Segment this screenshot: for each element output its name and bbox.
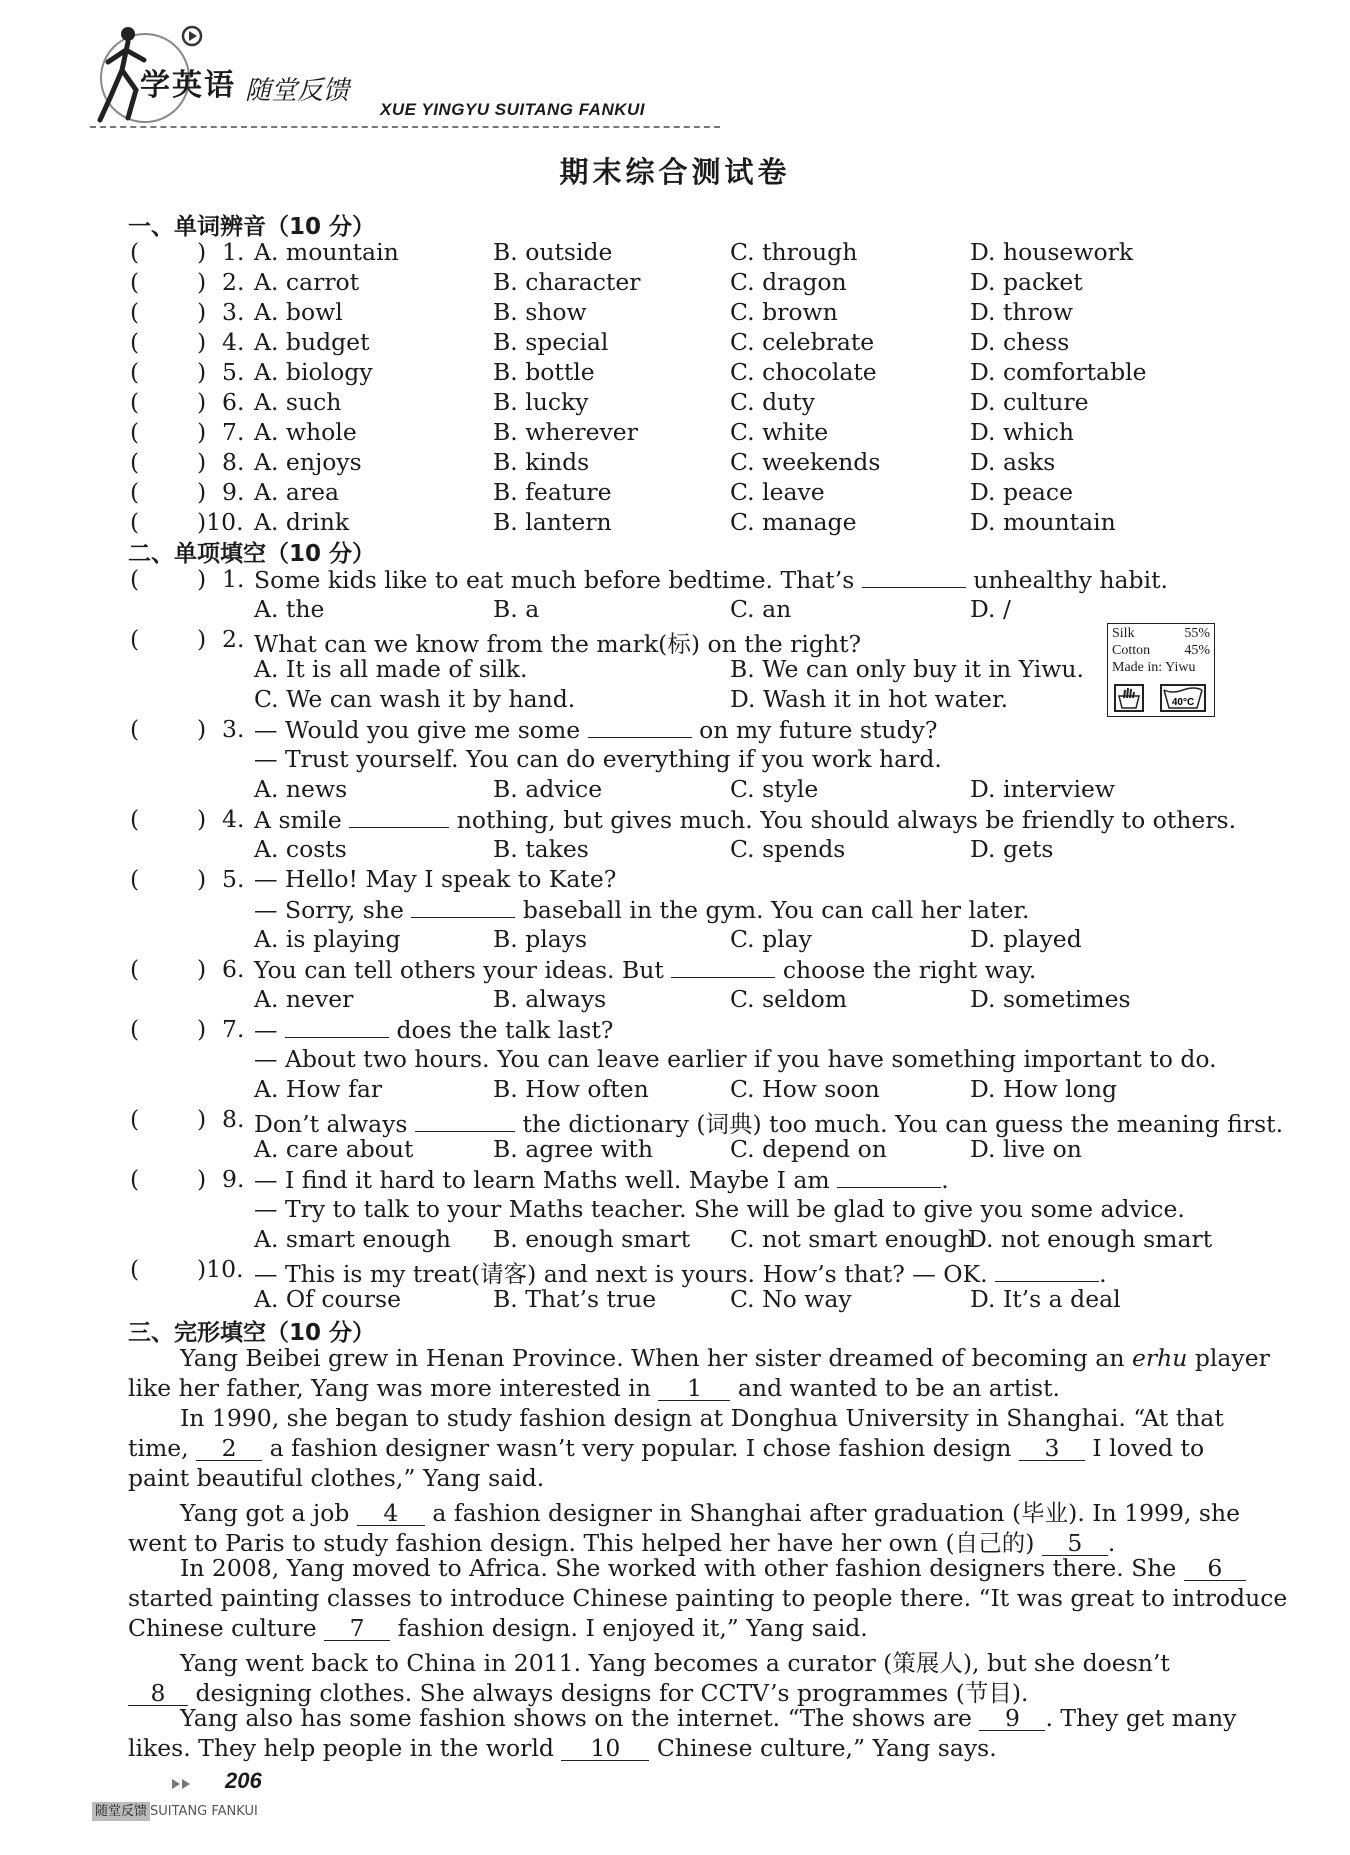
s2-q6-options: A. never B. always C. seldom D. sometimes	[254, 985, 1131, 1013]
cloze-blank-8[interactable]: 8	[128, 1681, 188, 1706]
s1-item-4: ( ) 4. A. budget B. special C. celebrate D. chess	[130, 328, 1070, 356]
cloze-line-2: like her father, Yang was more interested in 1 and wanted to be an artist.	[128, 1374, 1060, 1402]
s2-q1-options: A. the B. a C. an D. /	[254, 595, 1011, 623]
s1-item-6: ( ) 6. A. such B. lucky C. duty D. culture	[130, 388, 1089, 416]
section2-heading: 二、单项填空（10 分）	[128, 541, 376, 567]
cloze-line-1: Yang Beibei grew in Henan Province. When her sister dreamed of becoming an erhu player	[180, 1344, 1270, 1372]
answer-blank[interactable]	[349, 805, 449, 828]
header	[70, 20, 670, 130]
s2-q8: ( ) 8. Don’t always the dictionary (词典) too much. You can guess the meaning first.	[130, 1105, 1284, 1138]
cloze-line-5: paint beautiful clothes,” Yang said.	[128, 1464, 545, 1492]
s2-q9-options: A. smart enough B. enough smart C. not smart enough D. not enough smart	[254, 1225, 1213, 1253]
s2-q4-options: A. costs B. takes C. spends D. gets	[254, 835, 1054, 863]
s2-q3-reply: — Trust yourself. You can do everything if you work hard.	[254, 745, 942, 773]
clothing-label: Silk 55% Cotton 45% Made in: Yiwu 40°C	[1107, 623, 1215, 717]
cloze-blank-6[interactable]: 6	[1184, 1556, 1246, 1581]
s2-q7-reply: — About two hours. You can leave earlier if you have something important to do.	[254, 1045, 1217, 1073]
answer-blank[interactable]	[415, 1109, 515, 1132]
s1-item-3: ( ) 3. A. bowl B. show C. brown D. throw	[130, 298, 1074, 326]
cloze-line-7: went to Paris to study fashion design. This helped her have her own (自己的) 5 .	[128, 1529, 1116, 1557]
cloze-blank-1[interactable]: 1	[658, 1376, 730, 1401]
cloze-line-10: Chinese culture 7 fashion design. I enjoyed it,” Yang said.	[128, 1614, 868, 1642]
header-cn-subtitle: 随堂反馈	[245, 76, 350, 106]
s1-item-7: ( ) 7. A. whole B. wherever C. white D. which	[130, 418, 1075, 446]
s1-item-1: ( ) 1. A. mountain B. outside C. through D. housework	[130, 238, 1134, 266]
header-en-title: XUE YINGYU SUITANG FANKUI	[380, 100, 646, 119]
s2-q2: ( ) 2. What can we know from the mark(标) on the right?	[130, 625, 862, 658]
cloze-line-14: likes. They help people in the world 10 Chinese culture,” Yang says.	[128, 1734, 997, 1762]
cloze-line-12: 8 designing clothes. She always designs for CCTV’s programmes (节目).	[128, 1674, 1218, 1704]
s2-q4: ( ) 4. A smile nothing, but gives much. You should always be friendly to others.	[130, 805, 1237, 834]
s2-q3-options: A. news B. advice C. style D. interview	[254, 775, 1115, 803]
header-divider	[90, 126, 720, 128]
temp-text: 40°C	[1171, 697, 1195, 708]
s2-q7: ( ) 7. — does the talk last?	[130, 1015, 614, 1044]
cloze-line-13: Yang also has some fashion shows on the internet. “The shows are 9 . They get many	[180, 1704, 1237, 1732]
wash-temperature-icon	[1160, 684, 1206, 712]
answer-blank[interactable]	[285, 1015, 389, 1038]
cloze-blank-9[interactable]: 9	[979, 1706, 1045, 1731]
cloze-blank-2[interactable]: 2	[196, 1436, 262, 1461]
s2-q7-options: A. How far B. How often C. How soon D. How long	[254, 1075, 1118, 1103]
hand-wash-icon	[1114, 684, 1144, 712]
section1-heading: 一、单词辨音（10 分）	[128, 214, 376, 240]
cloze-line-3: In 1990, she began to study fashion design at Donghua University in Shanghai. “At that	[180, 1404, 1224, 1432]
s1-item-5: ( ) 5. A. biology B. bottle C. chocolate D. comfortable	[130, 358, 1147, 386]
cloze-blank-10[interactable]: 10	[561, 1736, 649, 1761]
s1-item-8: ( ) 8. A. enjoys B. kinds C. weekends D. asks	[130, 448, 1056, 476]
s2-q9: ( ) 9. — I find it hard to learn Maths well. Maybe I am .	[130, 1165, 949, 1194]
s2-q10-options: A. Of course B. That’s true C. No way D. It’s a deal	[254, 1285, 1121, 1313]
s2-q2-options-ab: A. It is all made of silk. B. We can only buy it in Yiwu.	[254, 655, 1084, 683]
cloze-blank-7[interactable]: 7	[324, 1616, 390, 1641]
arrow-icon	[172, 1778, 194, 1790]
page-number: 206	[225, 1768, 262, 1793]
cloze-line-6: Yang got a job 4 a fashion designer in Shanghai after graduation (毕业). In 1999, she	[180, 1499, 1240, 1527]
s2-q5-options: A. is playing B. plays C. play D. played	[254, 925, 1082, 953]
s1-item-2: ( ) 2. A. carrot B. character C. dragon D. packet	[130, 268, 1083, 296]
cloze-line-9: started painting classes to introduce Chinese painting to people there. “It was great to introduce	[128, 1584, 1288, 1612]
header-cn-title: 学英语	[140, 68, 236, 103]
s2-q5-reply: — Sorry, she baseball in the gym. You can call her later.	[254, 896, 1030, 924]
cloze-line-4: time, 2 a fashion designer wasn’t very popular. I chose fashion design 3 I loved to	[128, 1434, 1205, 1462]
answer-blank[interactable]	[411, 895, 515, 918]
s1-item-10: ( )10. A. drink B. lantern C. manage D. mountain	[130, 508, 1116, 536]
cloze-blank-4[interactable]: 4	[357, 1501, 425, 1526]
s2-q10: ( )10. — This is my treat(请客) and next is yours. How’s that? — OK. .	[130, 1255, 1107, 1288]
s2-q8-options: A. care about B. agree with C. depend on D. live on	[254, 1135, 1082, 1163]
footer-tag: 随堂反馈 SUITANG FANKUI	[92, 1800, 258, 1819]
answer-blank[interactable]	[862, 565, 966, 588]
section3-heading: 三、完形填空（10 分）	[128, 1320, 376, 1346]
s1-item-9: ( ) 9. A. area B. feature C. leave D. peace	[130, 478, 1073, 506]
cloze-line-8: In 2008, Yang moved to Africa. She worked with other fashion designers there. She 6	[128, 1554, 1218, 1584]
s2-q2-options-cd: C. We can wash it by hand. D. Wash it in hot water.	[254, 685, 1009, 713]
page-title: 期末综合测试卷	[559, 155, 791, 189]
answer-blank[interactable]	[837, 1165, 941, 1188]
answer-blank[interactable]	[671, 955, 775, 978]
cloze-line-11: Yang went back to China in 2011. Yang becomes a curator (策展人), but she doesn’t	[180, 1649, 1170, 1677]
answer-blank[interactable]	[995, 1259, 1099, 1282]
cloze-blank-5[interactable]: 5	[1042, 1531, 1108, 1556]
cloze-blank-3[interactable]: 3	[1019, 1436, 1085, 1461]
s2-q9-reply: — Try to talk to your Maths teacher. She will be glad to give you some advice.	[254, 1195, 1185, 1223]
s2-q3: ( ) 3. — Would you give me some on my future study?	[130, 715, 938, 744]
s2-q5: ( ) 5. — Hello! May I speak to Kate?	[130, 865, 617, 893]
s2-q6: ( ) 6. You can tell others your ideas. But choose the right way.	[130, 955, 1037, 984]
s2-q1: ( ) 1. Some kids like to eat much before bedtime. That’s unhealthy habit.	[130, 565, 1169, 594]
answer-blank[interactable]	[588, 715, 692, 738]
